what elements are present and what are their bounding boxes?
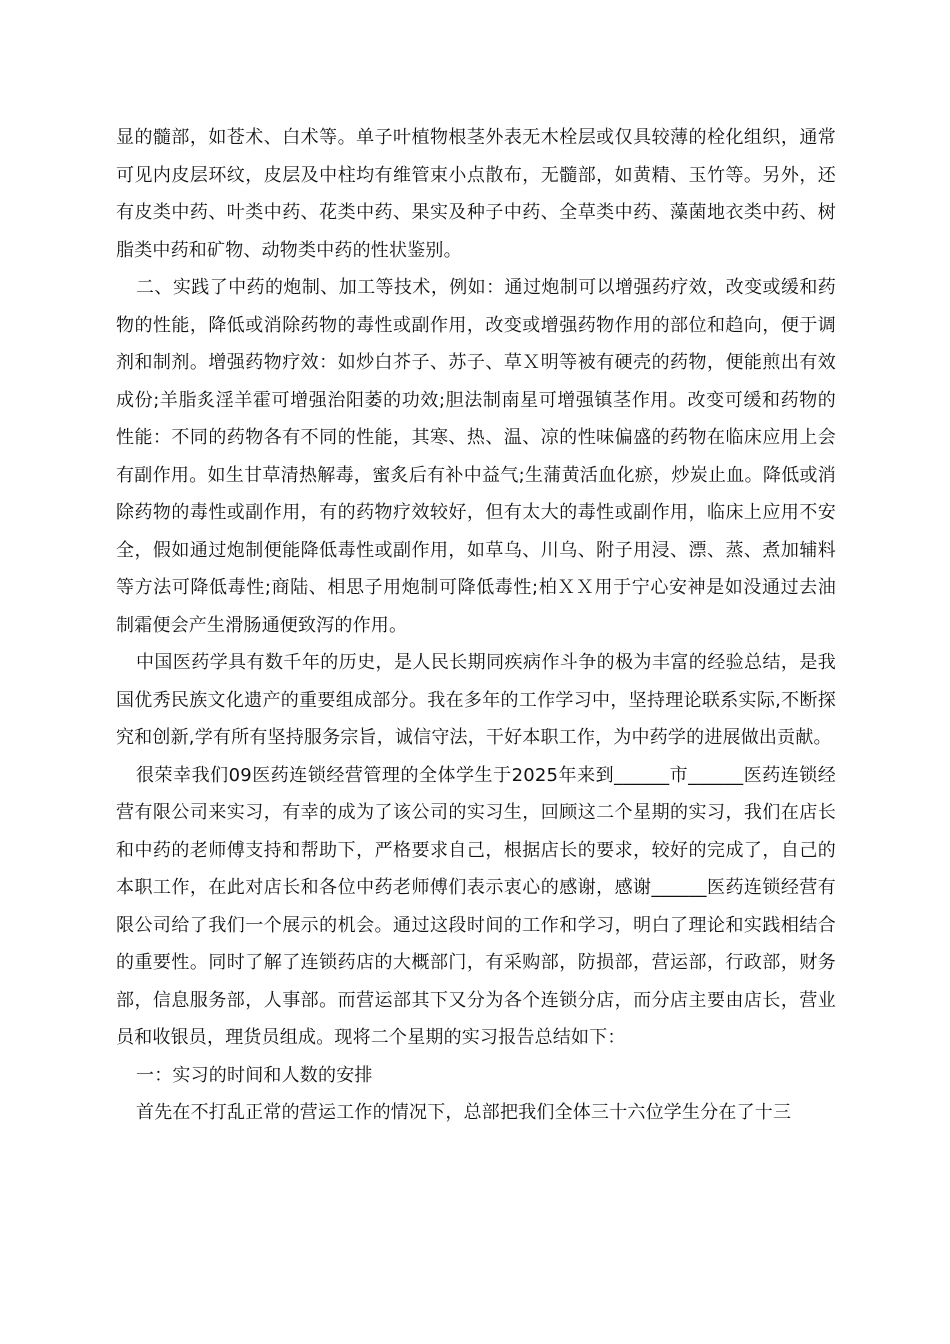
section-heading: 一：实习的时间和人数的安排 (136, 1064, 373, 1086)
document-body (116, 119, 836, 1132)
paragraph-2: 二、实践了中药的炮制、加工等技术，例如：通过炮制可以增强药疗效，改变或缓和药物的性能，降低或消除药物的毒性或副作用，改变或增强药物作用的部位和趋向，便于调剂和制剂。增强药物疗效：如炒白芥子、苏子、草Ｘ明等被有硬壳的药物，便能煎出有效成份;羊脂炙淫羊霍可增强治阳萎的功效;胆法制南星可增强镇茎作用。改变可缓和药物的性能：不同的药物各有不同的性能，其寒、热、温、凉的性味偏盛的药物在临床应用上会有副作用。如生甘草清热解毒，蜜炙后有补中益气;生蒲黄活血化瘀，炒炭止血。降低或消除药物的毒性或副作用，有的药物疗效较好，但有太大的毒性或副作用，临床上应用不安全，假如通过炮制便能降低毒性或副作用，如草乌、川乌、附子用浸、漂、蒸、煮加辅料等方法可降低毒性;商陆、相思子用炮制可降低毒性;柏ＸＸ用于宁心安神是如没通过去油制霜便会产生滑肠通便致泻的作用。 (116, 277, 836, 636)
paragraph-4: 很荣幸我们09医药连锁经营管理的全体学生于2025年来到______市______医药连锁经营有限公司来实习，有幸的成为了该公司的实习生，回顾这二个星期的实习，我们在店长和中药的老师傅支持和帮助下，严格要求自己，根据店长的要求，较好的完成了，自己的本职工作，在此对店长和各位中药老师傅们表示衷心的感谢，感谢______医药连锁经营有限公司给了我们一个展示的机会。通过这段时间的工作和学习，明白了理论和实践相结合的重要性。同时了解了连锁药店的大概部门，有采购部，防损部，营运部，行政部，财务部，信息服务部，人事部。而营运部其下又分为各个连锁分店，而分店主要由店长，营业员和收银员，理货员组成。现将二个星期的实习报告总结如下： (116, 764, 836, 1048)
paragraph-3: 中国医药学具有数千年的历史，是人民长期同疾病作斗争的极为丰富的经验总结，是我国优秀民族文化遗产的重要组成部分。我在多年的工作学习中，坚持理论联系实际,不断探究和创新,学有所有坚持服务宗旨，诚信守法，干好本职工作，为中药学的进展做出贡献。 (116, 652, 836, 748)
paragraph-5: 首先在不打乱正常的营运工作的情况下，总部把我们全体三十六位学生分在了十三 (136, 1102, 792, 1123)
paragraph-1: 显的髓部，如苍术、白术等。单子叶植物根茎外表无木栓层或仅具较薄的栓化组织，通常可见内皮层环纹，皮层及中柱均有维管束小点散布，无髓部，如黄精、玉竹等。另外，还有皮类中药、叶类中药、花类中药、果实及种子中药、全草类中药、藻菌地衣类中药、树脂类中药和矿物、动物类中药的性状鉴别。 (116, 127, 836, 261)
